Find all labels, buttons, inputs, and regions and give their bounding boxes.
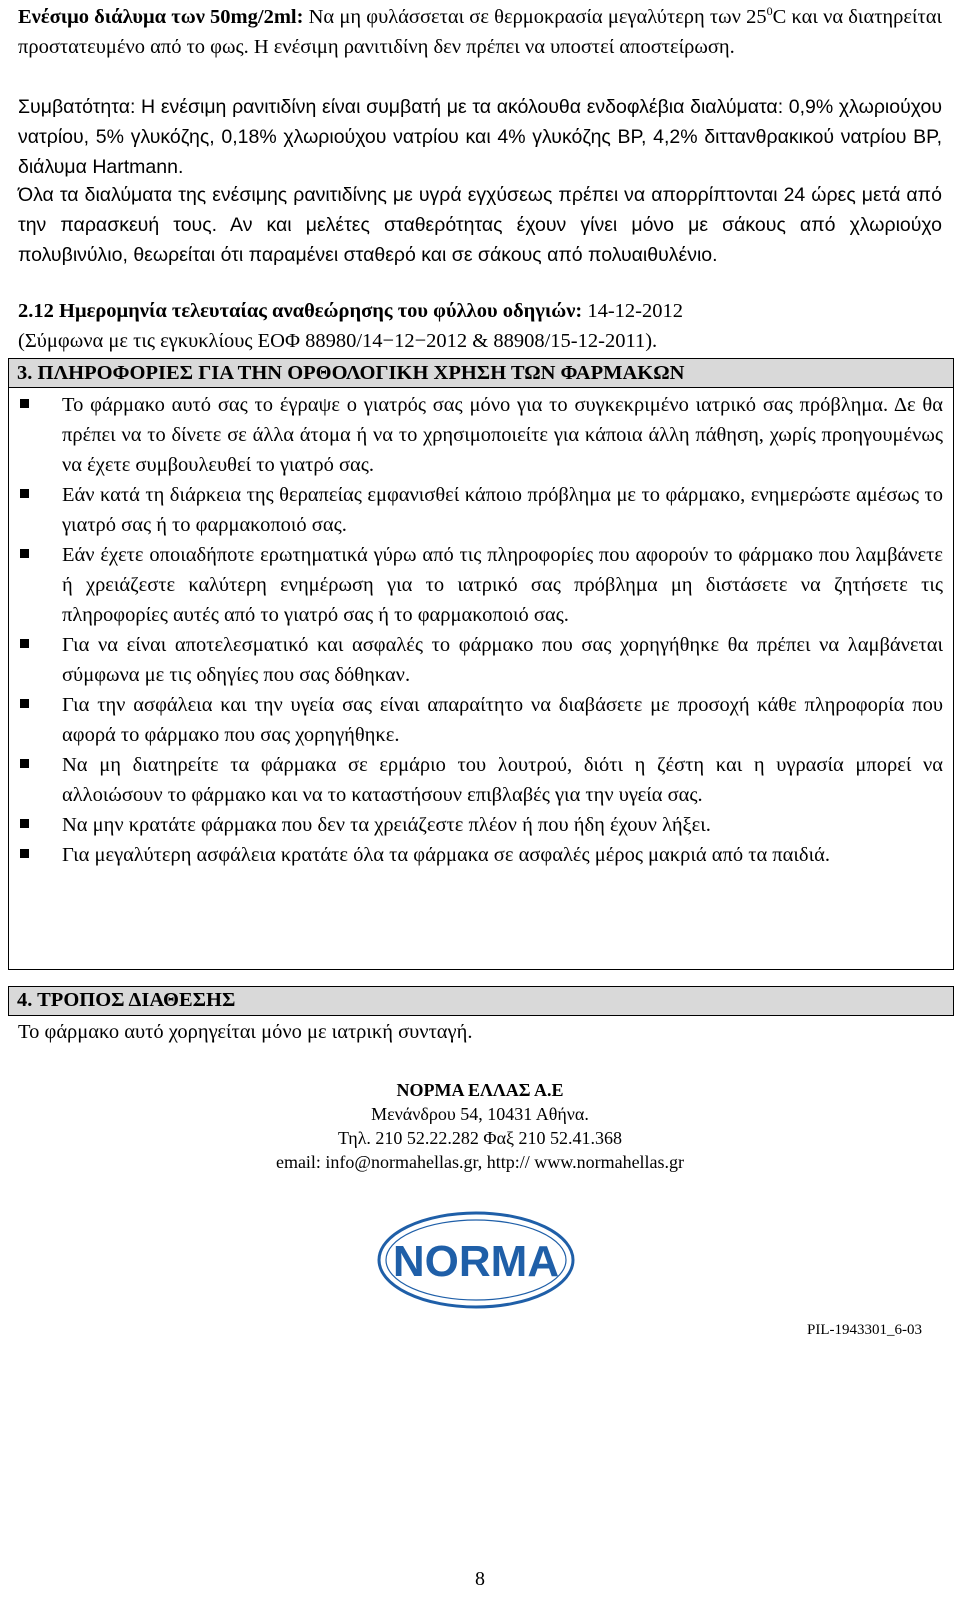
company-phone: Τηλ. 210 52.22.282 Φαξ 210 52.41.368 bbox=[337, 1128, 623, 1148]
list-item: Να μην κρατάτε φάρμακα που δεν τα χρειάζεστε πλέον ή που ήδη έχουν λήξει. bbox=[17, 810, 943, 840]
revision-date: 14-12-2012 bbox=[582, 300, 683, 322]
list-item: Εάν κατά τη διάρκεια της θεραπείας εμφανισθεί κάποιο πρόβλημα με το φάρμακο, ενημερώστε αμέσως το γιατρό σας ή το φαρμακοποιό σας. bbox=[17, 480, 943, 540]
revision-label: 2.12 Ημερομηνία τελευταίας αναθεώρησης του φύλλου οδηγιών: bbox=[18, 300, 583, 322]
section-4-heading: 4. ΤΡΟΠΟΣ ΔΙΑΘΕΣΗΣ bbox=[8, 986, 954, 1016]
company-contact: email: info@normahellas.gr, http:// www.normahellas.gr bbox=[275, 1152, 685, 1172]
section-3-box bbox=[8, 358, 954, 970]
list-item: Για μεγαλύτερη ασφάλεια κρατάτε όλα τα φάρμακα σε ασφαλές μέρος μακριά από τα παιδιά. bbox=[17, 840, 943, 870]
bullet-square-icon bbox=[20, 819, 29, 828]
section-3-bullet-list bbox=[9, 390, 953, 870]
bullet-square-icon bbox=[20, 639, 29, 648]
bullet-square-icon bbox=[20, 489, 29, 498]
bullet-square-icon bbox=[20, 849, 29, 858]
list-item: Το φάρμακο αυτό σας το έγραψε ο γιατρός σας μόνο για το συγκεκριμένο ιατρικό σας πρόβλημα. Δε θα πρέπει να το δίνετε σε άλλα άτομα ή να το χρησιμοποιείτε για κάποια άλλη πάθηση, χωρίς προηγουμένως να έχετε συμβουλευθεί το γιατρό σας. bbox=[17, 390, 943, 480]
storage-text-a: Να μη φυλάσσεται σε θερμοκρασία μεγαλύτερη των 25 bbox=[303, 6, 767, 28]
list-item: Για την ασφάλεια και την υγεία σας είναι απαραίτητο να διαβάσετε με προσοχή κάθε πληροφορία που αφορά το φάρμακο που σας χορηγήθηκε. bbox=[17, 690, 943, 750]
norma-logo bbox=[376, 1210, 576, 1310]
circular-reference: (Σύμφωνα με τις εγκυκλίους ΕΟΦ 88980/14−12−2012 & 88908/15-12-2011). bbox=[18, 330, 658, 352]
disposal-paragraph: Όλα τα διαλύματα της ενέσιμης ρανιτιδίνης με υγρά εγχύσεως πρέπει να απορρίπτονται 24 ώρες μετά από την παρασκευή τους. Αν και μελέτες σταθερότητας έχουν γίνει μόνο με σάκους από χλωριούχο πολυβινύλιο, θεωρείται ότι παραμένει σταθερό και σε σάκους από πολυαιθυλένιο. bbox=[18, 184, 942, 266]
logo-wordmark: NORMA bbox=[392, 1237, 560, 1286]
bullet-square-icon bbox=[20, 399, 29, 408]
bullet-square-icon bbox=[20, 699, 29, 708]
bullet-square-icon bbox=[20, 549, 29, 558]
storage-paragraph bbox=[18, 2, 942, 62]
page-number: 8 bbox=[475, 1568, 485, 1590]
storage-text-b: C και να διατηρείται προστατευμένο από το φως. Η ενέσιμη ρανιτιδίνη δεν πρέπει να υποστεί αποστείρωση. bbox=[18, 6, 942, 58]
company-name: ΝΟΡΜΑ ΕΛΛΑΣ Α.Ε bbox=[396, 1080, 564, 1100]
compatibility-paragraph: Συμβατότητα: Η ενέσιμη ρανιτιδίνη είναι συμβατή με τα ακόλουθα ενδοφλέβια διαλύματα: 0,9% χλωριούχου νατρίου, 5% γλυκόζης, 0,18% χλωριούχου νατρίου και 4% γλυκόζης BP, 4,2% διττανθρακικού νατρίου BP, διάλυμα Hartmann. bbox=[18, 96, 942, 178]
section-3-heading: 3. ΠΛΗΡΟΦΟΡΙΕΣ ΓΙΑ ΤΗΝ ΟΡΘΟΛΟΓΙΚΗ ΧΡΗΣΗ ΤΩΝ ΦΑΡΜΑΚΩΝ bbox=[9, 359, 953, 388]
pil-code: PIL-1943301_6-03 bbox=[807, 1322, 922, 1338]
company-address: Μενάνδρου 54, 10431 Αθήνα. bbox=[371, 1104, 589, 1124]
revision-date-line bbox=[18, 296, 942, 326]
list-item: Για να είναι αποτελεσματικό και ασφαλές το φάρμακο που σας χορηγήθηκε θα πρέπει να λαμβάνεται σύμφωνα με τις οδηγίες που σας δόθηκαν. bbox=[17, 630, 943, 690]
section-4-text: Το φάρμακο αυτό χορηγείται μόνο με ιατρική συνταγή. bbox=[18, 1021, 473, 1043]
list-item: Εάν έχετε οποιαδήποτε ερωτηματικά γύρω από τις πληροφορίες που αφορούν το φάρμακο που λαμβάνετε ή χρειάζεστε καλύτερη ενημέρωση για το ιατρικό σας πρόβλημα μη διστάσετε να ζητήσετε τις πληροφορίες αυτές από το γιατρό σας ή το φαρμακοποιό σας. bbox=[17, 540, 943, 630]
storage-label: Ενέσιμο διάλυμα των 50mg/2ml: bbox=[18, 6, 304, 28]
degree-superscript: 0 bbox=[766, 4, 773, 19]
list-item: Να μη διατηρείτε τα φάρμακα σε ερμάριο του λουτρού, διότι η ζέστη και η υγρασία μπορεί να αλλοιώσουν το φάρμακο και να το καταστήσουν επιβλαβές για την υγεία σας. bbox=[17, 750, 943, 810]
bullet-square-icon bbox=[20, 759, 29, 768]
company-block bbox=[0, 1078, 960, 1174]
